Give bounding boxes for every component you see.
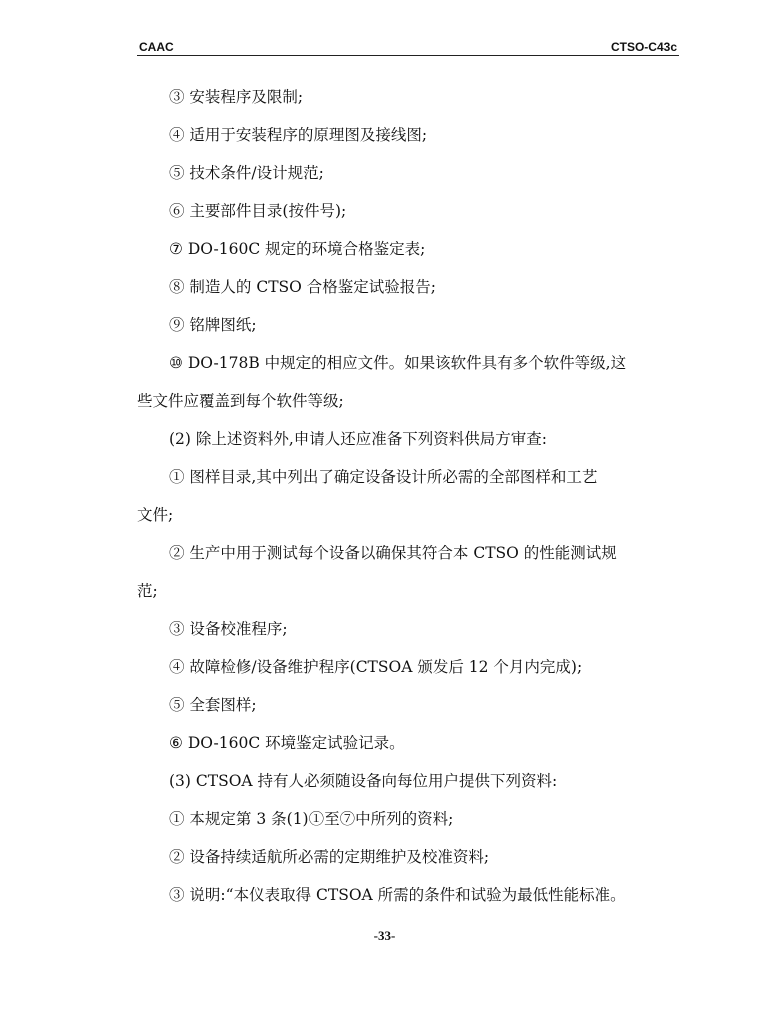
text-line: ④ 故障检修/设备维护程序(CTSOA 颁发后 12 个月内完成); <box>169 658 583 676</box>
text-line: ④ 适用于安装程序的原理图及接线图; <box>169 126 428 144</box>
header-right-text: CTSO-C43c <box>610 40 677 54</box>
text-line: (2) 除上述资料外,申请人还应准备下列资料供局方审查: <box>169 430 548 448</box>
text-line: ⑤ 技术条件/设计规范; <box>169 164 324 182</box>
text-line: ⑩ DO-178B 中规定的相应文件。如果该软件具有多个软件等级,这 <box>169 354 627 372</box>
text-line: ③ 安装程序及限制; <box>169 88 304 106</box>
text-line: ⑥ DO-160C 环境鉴定试验记录。 <box>169 734 405 752</box>
header-left-text: CAAC <box>139 40 174 54</box>
text-line: ⑧ 制造人的 CTSO 合格鉴定试验报告; <box>169 278 437 296</box>
text-line: 文件; <box>137 506 174 524</box>
text-line: 些文件应覆盖到每个软件等级; <box>137 392 344 410</box>
text-line: ⑦ DO-160C 规定的环境合格鉴定表; <box>169 240 426 258</box>
text-line: ① 图样目录,其中列出了确定设备设计所必需的全部图样和工艺 <box>169 468 598 486</box>
text-line: ⑤ 全套图样; <box>169 696 257 714</box>
page-number: -33- <box>373 928 396 943</box>
text-line: ② 设备持续适航所必需的定期维护及校准资料; <box>169 848 490 866</box>
text-line: ② 生产中用于测试每个设备以确保其符合本 CTSO 的性能测试规 <box>169 544 617 562</box>
text-line: ③ 设备校准程序; <box>169 620 288 638</box>
text-line: (3) CTSOA 持有人必须随设备向每位用户提供下列资料: <box>169 772 558 790</box>
text-line: 范; <box>137 582 158 600</box>
text-line: ⑨ 铭牌图纸; <box>169 316 257 334</box>
header-rule <box>137 55 679 56</box>
text-line: ③ 说明:“本仪表取得 CTSOA 所需的条件和试验为最低性能标准。 <box>169 886 626 904</box>
text-line: ⑥ 主要部件目录(按件号); <box>169 202 347 220</box>
text-line: ① 本规定第 3 条(1)①至⑦中所列的资料; <box>169 810 454 828</box>
